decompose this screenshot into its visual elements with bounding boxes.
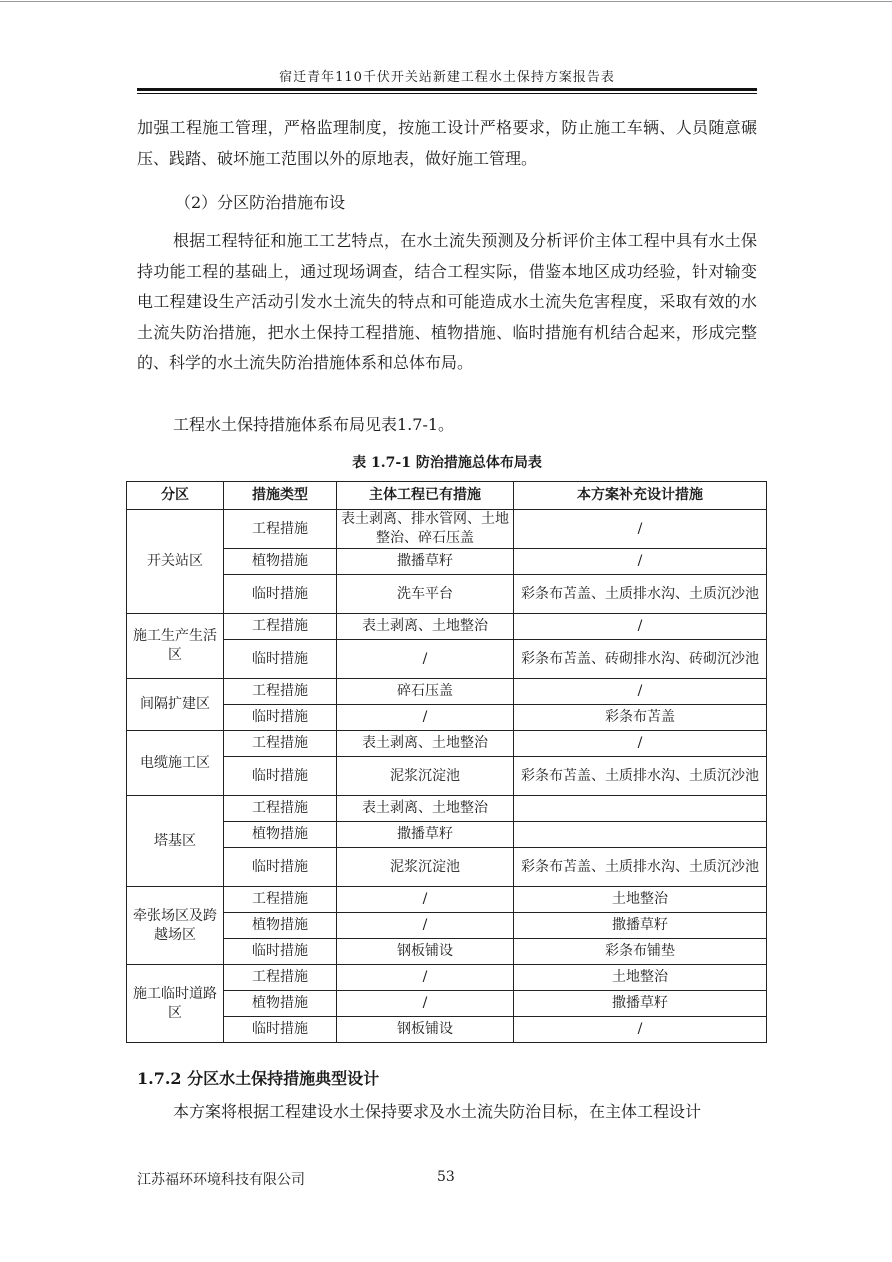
header-existing-measures: 主体工程已有措施	[337, 482, 514, 510]
top-border	[0, 1, 892, 2]
table-row	[127, 614, 767, 640]
zone-cell: 牵张场区及跨越场区	[127, 887, 224, 965]
header-rule-thin	[137, 93, 757, 94]
measure-type-cell: 临时措施	[224, 1017, 337, 1043]
added-measure-cell: 彩条布苫盖、砖砌排水沟、砖砌沉沙池	[514, 640, 767, 679]
table-header-row	[127, 482, 767, 510]
measure-type-cell: 临时措施	[224, 575, 337, 614]
added-measure-cell: 彩条布苫盖、土质排水沟、土质沉沙池	[514, 848, 767, 887]
measure-type-cell: 工程措施	[224, 679, 337, 705]
zone-cell: 间隔扩建区	[127, 679, 224, 731]
measure-type-cell: 临时措施	[224, 640, 337, 679]
existing-measure-cell: /	[337, 991, 514, 1017]
measure-type-cell: 临时措施	[224, 848, 337, 887]
measure-type-cell: 植物措施	[224, 822, 337, 848]
measure-type-cell: 临时措施	[224, 757, 337, 796]
existing-measure-cell: 表土剥离、土地整治	[337, 614, 514, 640]
added-measure-cell	[514, 796, 767, 822]
table-row	[127, 510, 767, 549]
measures-layout-table	[126, 481, 767, 1043]
table-row	[127, 887, 767, 913]
table-header	[127, 482, 767, 510]
measure-type-cell: 工程措施	[224, 731, 337, 757]
existing-measure-cell: 钢板铺设	[337, 939, 514, 965]
added-measure-cell: 彩条布苫盖、土质排水沟、土质沉沙池	[514, 575, 767, 614]
table-row	[127, 731, 767, 757]
measure-type-cell: 工程措施	[224, 965, 337, 991]
paragraph-table-reference: 工程水土保持措施体系布局见表1.7-1。	[173, 415, 455, 434]
added-measure-cell: /	[514, 679, 767, 705]
zone-cell: 电缆施工区	[127, 731, 224, 796]
added-measure-cell: 土地整治	[514, 887, 767, 913]
existing-measure-cell: 泥浆沉淀池	[337, 848, 514, 887]
header-added-measures: 本方案补充设计措施	[514, 482, 767, 510]
measure-type-cell: 植物措施	[224, 549, 337, 575]
footer-page-number: 53	[437, 1169, 455, 1185]
existing-measure-cell: /	[337, 640, 514, 679]
added-measure-cell: /	[514, 549, 767, 575]
added-measure-cell: 土地整治	[514, 965, 767, 991]
existing-measure-cell: 表土剥离、土地整治	[337, 731, 514, 757]
measure-type-cell: 植物措施	[224, 913, 337, 939]
added-measure-cell: 彩条布苫盖	[514, 705, 767, 731]
added-measure-cell	[514, 822, 767, 848]
table-body	[127, 510, 767, 1043]
existing-measure-cell: 撒播草籽	[337, 549, 514, 575]
paragraph-measures-rationale: 根据工程特征和施工工艺特点，在水土流失预测及分析评价主体工程中具有水土保持功能工程的基础上，通过现场调查，结合工程实际，借鉴本地区成功经验，针对输变电工程建设生产活动引发水土流失的特点和可能造成水土流失危害程度，采取有效的水土流失防治措施，把水土保持工程措施、植物措施、临时措施有机结合起来，形成完整的、科学的水土流失防治措施体系和总体布局。	[137, 231, 757, 372]
measure-type-cell: 工程措施	[224, 614, 337, 640]
existing-measure-cell: 泥浆沉淀池	[337, 757, 514, 796]
header-zone: 分区	[127, 482, 224, 510]
added-measure-cell: /	[514, 510, 767, 549]
header-rule-thick	[137, 88, 757, 91]
existing-measure-cell: /	[337, 705, 514, 731]
measure-type-cell: 工程措施	[224, 796, 337, 822]
added-measure-cell: 撒播草籽	[514, 991, 767, 1017]
footer-company-name: 江苏福环环境科技有限公司	[137, 1172, 305, 1188]
zone-cell: 塔基区	[127, 796, 224, 887]
paragraph-typical-design-intro: 本方案将根据工程建设水土保持要求及水土流失防治目标，在主体工程设计	[173, 1102, 702, 1121]
existing-measure-cell: 碎石压盖	[337, 679, 514, 705]
measure-type-cell: 植物措施	[224, 991, 337, 1017]
existing-measure-cell: /	[337, 913, 514, 939]
added-measure-cell: /	[514, 731, 767, 757]
section-heading: 1.7.2 分区水土保持措施典型设计	[137, 1069, 380, 1088]
existing-measure-cell: 洗车平台	[337, 575, 514, 614]
added-measure-cell: /	[514, 1017, 767, 1043]
existing-measure-cell: 表土剥离、土地整治	[337, 796, 514, 822]
added-measure-cell: 彩条布苫盖、土质排水沟、土质沉沙池	[514, 757, 767, 796]
measure-type-cell: 临时措施	[224, 705, 337, 731]
added-measure-cell: 彩条布铺垫	[514, 939, 767, 965]
existing-measure-cell: 撒播草籽	[337, 822, 514, 848]
added-measure-cell: 撒播草籽	[514, 913, 767, 939]
existing-measure-cell: /	[337, 887, 514, 913]
paragraph-construction-management: 加强工程施工管理，严格监理制度，按施工设计严格要求，防止施工车辆、人员随意碾压、践踏、破坏施工范围以外的原地表，做好施工管理。	[137, 118, 757, 168]
existing-measure-cell: /	[337, 965, 514, 991]
table-row	[127, 796, 767, 822]
subheading-zone-measures: （2）分区防治措施布设	[175, 193, 346, 212]
table-row	[127, 965, 767, 991]
existing-measure-cell: 钢板铺设	[337, 1017, 514, 1043]
measure-type-cell: 工程措施	[224, 887, 337, 913]
header-measure-type: 措施类型	[224, 482, 337, 510]
page-header-title: 宿迁青年110千伏开关站新建工程水土保持方案报告表	[279, 70, 615, 85]
measure-type-cell: 工程措施	[224, 510, 337, 549]
existing-measure-cell: 表土剥离、排水管网、土地整治、碎石压盖	[337, 510, 514, 549]
zone-cell: 施工临时道路区	[127, 965, 224, 1043]
measure-type-cell: 临时措施	[224, 939, 337, 965]
zone-cell: 施工生产生活区	[127, 614, 224, 679]
added-measure-cell: /	[514, 614, 767, 640]
table-caption: 表 1.7-1 防治措施总体布局表	[352, 455, 542, 471]
zone-cell: 开关站区	[127, 510, 224, 614]
table-row	[127, 679, 767, 705]
